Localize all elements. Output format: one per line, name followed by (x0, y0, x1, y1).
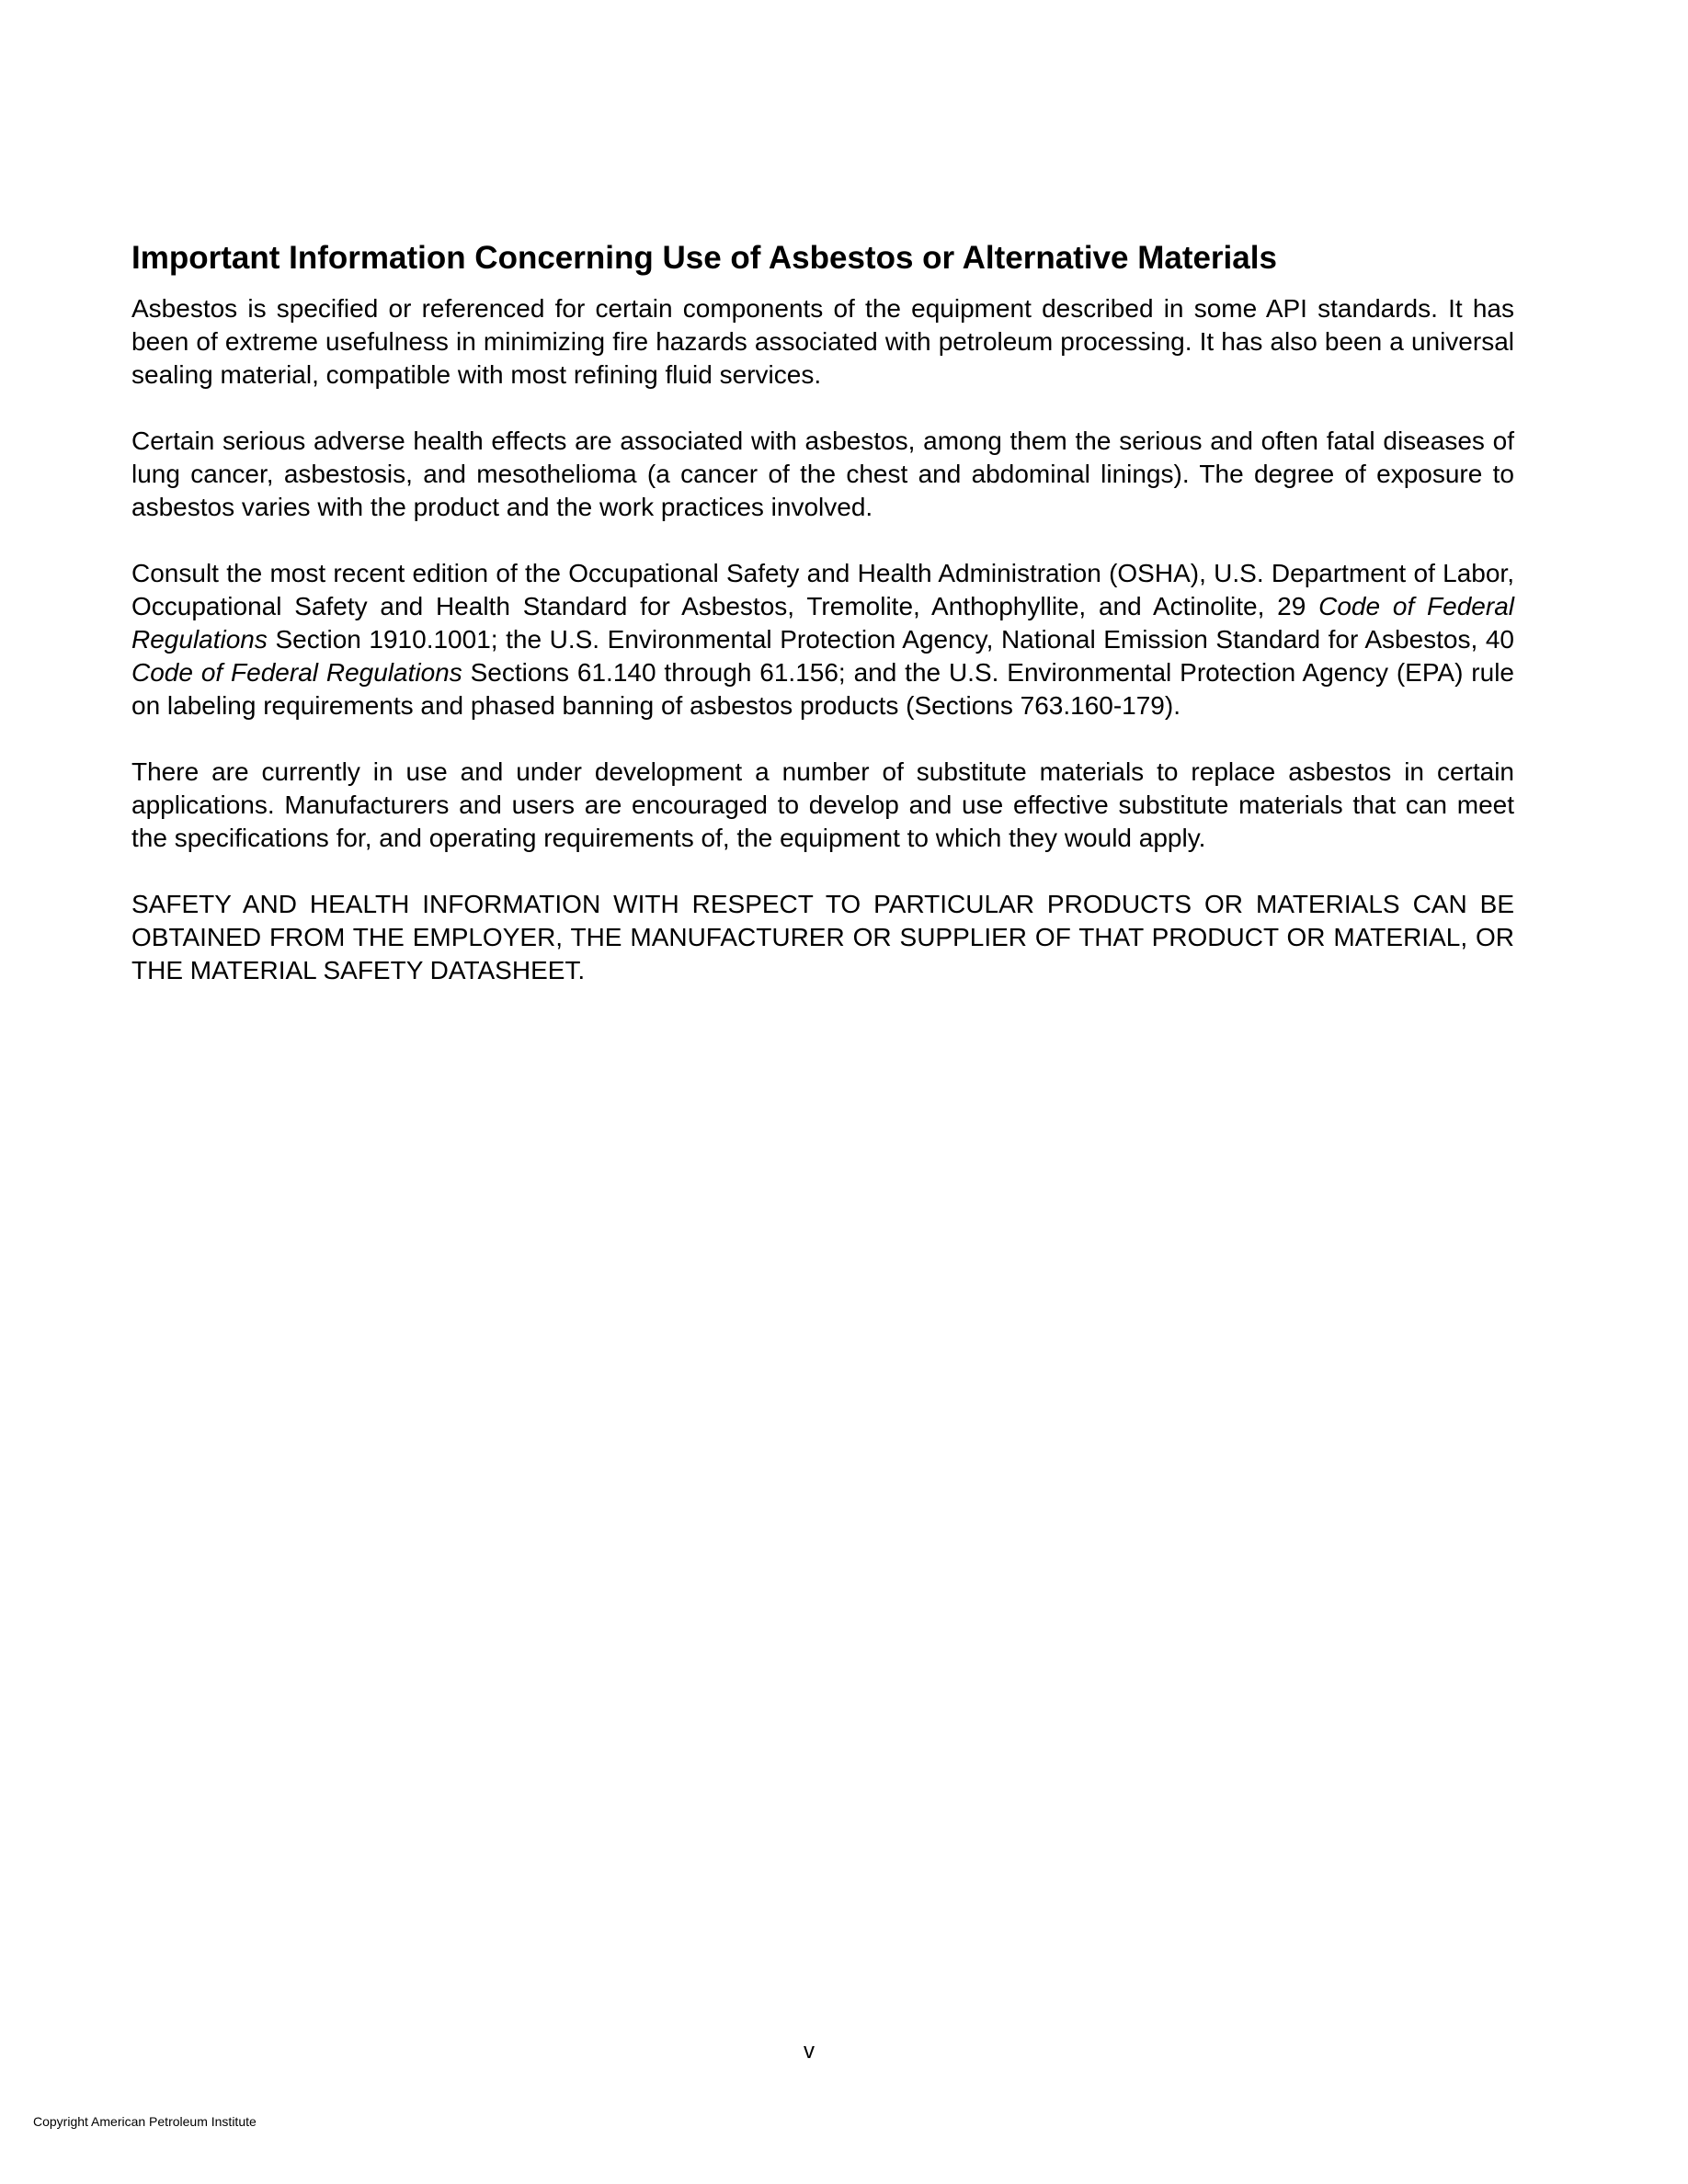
paragraph-asbestos-usefulness: Asbestos is specified or referenced for certain components of the equipment described in some API standards. It has been of extreme usefulness in minimizing fire hazards associated with petroleum processing. It has also been a universal sealing material, compatible with most refining fluid services. (131, 294, 1514, 389)
paragraph-health-effects: Certain serious adverse health effects are associated with asbestos, among them the serious and often fatal diseases of lung cancer, asbestosis, and mesothelioma (a cancer of the chest and abdominal linings). The degree of exposure to asbestos varies with the product and the work practices involved. (131, 427, 1514, 521)
page-number: v (804, 2039, 815, 2064)
paragraph-substitute-materials: There are currently in use and under development a number of substitute materials to replace asbestos in certain applications. Manufacturers and users are encouraged to develop and use effective substitute materials that can meet the specifications for, and operating requirements of, the equipment to which they would apply. (131, 757, 1514, 852)
paragraph-regulations (131, 557, 1514, 722)
document-title: Important Information Concerning Use of Asbestos or Alternative Materials (131, 240, 1277, 276)
regulations-citation-cfr-29: Code of Federal Regulations (131, 592, 1514, 654)
regulations-text-3: Sections 61.140 through 61.156; and the U.S. Environmental Protection Agency (EPA) rule on labeling requirements and phased banning of asbestos products (Sections 763.160-179). (131, 658, 1514, 720)
regulations-text-1: Consult the most recent edition of the Occupational Safety and Health Administration (OSHA), U.S. Department of Labor, Occupational Safety and Health Standard for Asbestos, Tremolite, Anthophyllite, and Actinolite, 29 (131, 559, 1514, 620)
paragraph-safety-notice: SAFETY AND HEALTH INFORMATION WITH RESPECT TO PARTICULAR PRODUCTS OR MATERIALS CAN BE OBTAINED FROM THE EMPLOYER, THE MANUFACTURER OR SUPPLIER OF THAT PRODUCT OR MATERIAL, OR THE MATERIAL SAFETY DATASHEET. (131, 890, 1514, 984)
copyright-notice: Copyright American Petroleum Institute (33, 2114, 257, 2129)
regulations-citation-cfr-40: Code of Federal Regulations (131, 658, 462, 687)
document-body (131, 237, 1514, 1020)
regulations-text-2: Section 1910.1001; the U.S. Environmental Protection Agency, National Emission Standard for Asbestos, 40 (267, 625, 1514, 654)
